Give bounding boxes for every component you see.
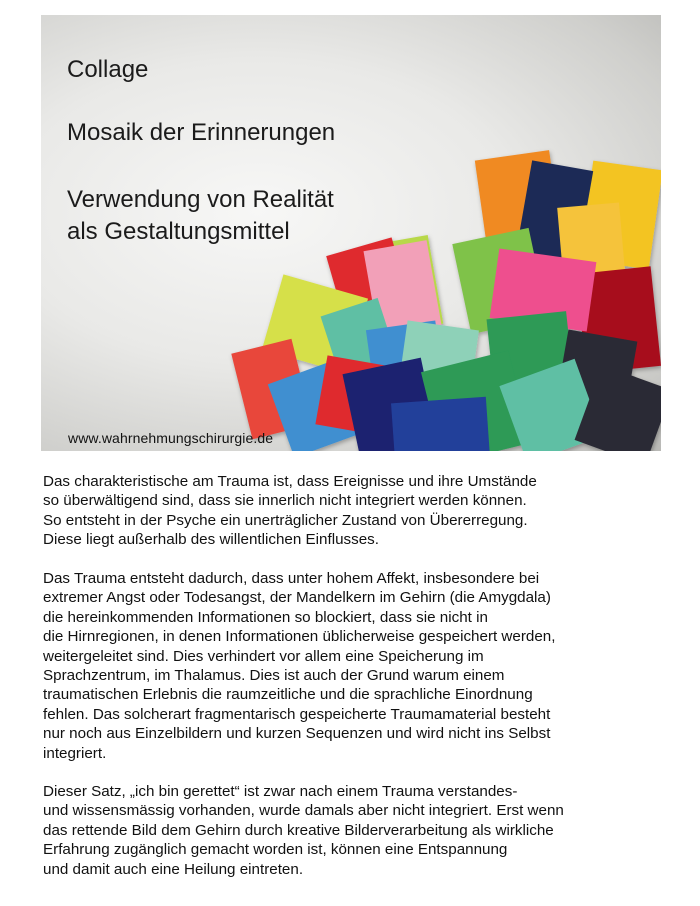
text-line: Erfahrung zugänglich gemacht worden ist, können eine Entspannung: [43, 841, 508, 859]
text-line: Das charakteristische am Trauma ist, dass Ereignisse und ihre Umstände: [43, 473, 537, 490]
text-line: weitergeleitet sind. Dies verhindert vor allem eine Speicherung im: [43, 647, 484, 665]
text-line: So entsteht in der Psyche ein unerträglicher Zustand von Übererregung.: [43, 511, 528, 529]
text-line: Dieser Satz, „ich bin gerettet“ ist zwar nach einem Trauma verstandes-: [43, 783, 518, 800]
hero-title-mosaik: Mosaik der Erinnerungen: [67, 119, 336, 146]
collage-image: [41, 15, 661, 451]
text-line: fehlen. Das solcherart fragmentarisch gespeicherte Traumamaterial besteht: [43, 705, 551, 723]
hero-title-collage: Collage: [67, 56, 149, 83]
hero-title-gestaltung: als Gestaltungsmittel: [67, 218, 290, 245]
website-url: www.wahrnehmungschirurgie.de: [68, 430, 274, 446]
paragraph-trauma-definition: [43, 472, 653, 550]
text-line: Sprachzentrum, im Thalamus. Dies ist auch der Grund warum einem: [43, 667, 505, 685]
text-line: die Hirnregionen, in denen Informationen üblicherweise gespeichert werden,: [43, 628, 556, 646]
text-line: Das Trauma entsteht dadurch, dass unter hohem Affekt, insbesondere bei: [43, 570, 540, 587]
text-line: traumatischen Erlebnis die raumzeitliche und die sprachliche Einordnung: [43, 686, 533, 704]
text-line: Diese liegt außerhalb des willentlichen Einflusses.: [43, 531, 379, 549]
paragraph-healing: [43, 782, 653, 879]
paragraph-trauma-origin: [43, 569, 653, 763]
text-line: und damit auch eine Heilung eintreten.: [43, 860, 304, 878]
text-line: und wissensmässig vorhanden, wurde damals aber nicht integriert. Erst wenn: [43, 802, 564, 820]
text-line: nur noch aus Einzelbildern und kurzen Sequenzen und wird nicht ins Selbst: [43, 725, 551, 743]
text-line: extremer Angst oder Todesangst, der Mandelkern im Gehirn (die Amygdala): [43, 589, 551, 607]
text-line: die hereinkommenden Informationen so blockiert, dass sie nicht in: [43, 608, 488, 626]
text-line: das rettende Bild dem Gehirn durch kreative Bilderverarbeitung als wirkliche: [43, 821, 554, 839]
hero-title-verwendung: Verwendung von Realität: [67, 186, 334, 213]
text-line: integriert.: [43, 744, 107, 762]
text-line: so überwältigend sind, dass sie innerlich nicht integriert werden können.: [43, 492, 527, 510]
